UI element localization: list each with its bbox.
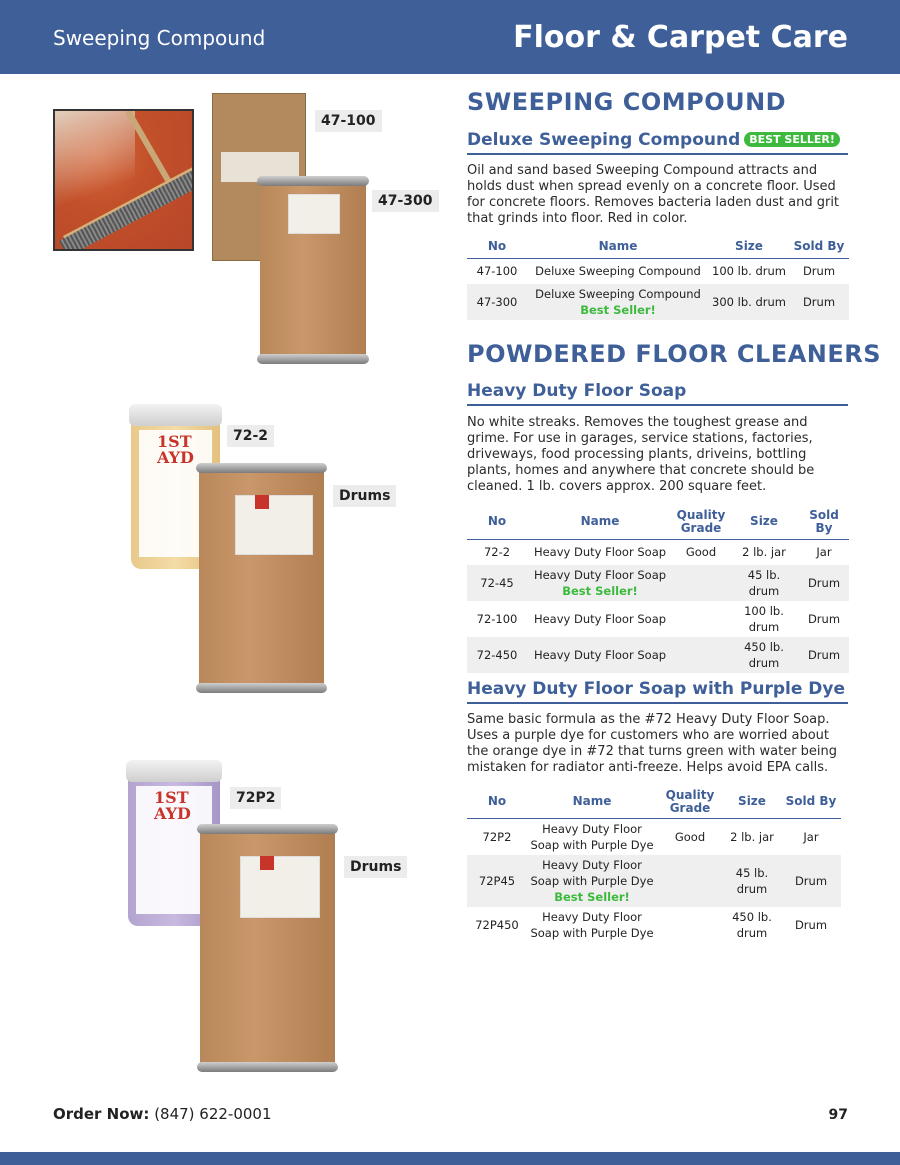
col-size: Size [735,239,763,254]
col-name: Name [580,514,620,529]
col-size: Size [738,794,766,809]
section-title: Sweeping Compound [53,26,266,50]
floor-soap-drum-image [199,467,324,689]
jar-brand-logo: 1ST AYD [154,788,191,823]
best-seller-badge: BEST SELLER! [744,132,840,147]
phone-number: (847) 622-0001 [154,1105,272,1123]
jar-brand-logo: 1ST AYD [157,432,194,467]
footer-bar [0,1152,900,1165]
sweeping-heading: SWEEPING COMPOUND [467,88,787,116]
col-size: Size [750,514,778,529]
powdered-heading: POWDERED FLOOR CLEANERS [467,340,882,368]
sweeping-description: Oil and sand based Sweeping Compound attracts and holds dust when spread evenly on a concrete floor. Used for concrete floors. Removes bacteria laden dust and grit that grinds into floor. Red in color. [467,163,840,226]
table-row: 72P2 Heavy Duty Floor Soap with Purple Dye Good 2 lb. jar Jar [482,821,819,852]
page-number: 97 [828,1107,848,1123]
page-header [0,0,900,74]
col-name: Name [572,794,612,809]
product-tag-72p2: 72P2 [230,787,281,809]
table-row: 72-100 Heavy Duty Floor Soap 100 lb. drum Drum [476,604,841,634]
col-no: No [487,794,507,809]
product-tag-47-100: 47-100 [315,110,382,132]
table-row: 72-450 Heavy Duty Floor Soap 450 lb. drum Drum [467,637,849,673]
product-tag-drums-72: Drums [333,485,396,507]
purple-soap-description: Same basic formula as the #72 Heavy Duty Floor Soap. Uses a purple dye for customers who are worried about the orange dye in #72 that turns green with water being mistaken for radiator anti-freeze. Helps avoid EPA calls. [467,712,838,775]
col-no: No [487,239,507,254]
sweeping-table [467,236,849,320]
sweeping-compound-drum-image [260,180,366,360]
best-seller-label: Best Seller! [580,303,656,317]
table-row: 72P45 Heavy Duty Floor Soap with Purple Dye Best Seller! 45 lb. drum Drum [467,855,841,907]
col-grade: Quality Grade [676,507,726,535]
col-sold-by: Sold By [793,239,845,254]
category-title: Floor & Carpet Care [513,20,848,55]
floor-soap-subheading: Heavy Duty Floor Soap [467,381,848,406]
best-seller-label: Best Seller! [554,889,630,904]
floor-soap-table [467,505,849,673]
floor-soap-description: No white streaks. Removes the toughest grease and grime. For use in garages, service stations, factories, driveways, food processing plants, driveins, bottling plants, homes and anywhere that concrete should be cleaned. 1 lb. covers approx. 200 square feet. [467,415,815,494]
deluxe-subheading: Deluxe Sweeping Compound BEST SELLER! [467,130,848,155]
table-row: 72P450 Heavy Duty Floor Soap with Purple Dye 450 lb. drum Drum [475,909,828,940]
purple-soap-drum-image [200,828,335,1068]
table-row: 72-2 Heavy Duty Floor Soap Good 2 lb. jar Jar [483,545,832,560]
table-row: 47-300 Deluxe Sweeping Compound Best Seller! 300 lb. drum Drum [467,284,849,320]
table-row: 47-100 Deluxe Sweeping Compound 100 lb. drum Drum [476,264,836,279]
product-tag-72-2: 72-2 [227,425,274,447]
purple-soap-subheading: Heavy Duty Floor Soap with Purple Dye [467,679,848,704]
col-no: No [487,514,507,529]
purple-soap-table [467,786,841,943]
col-sold-by: Sold By [809,507,839,535]
product-tag-47-300: 47-300 [372,190,439,212]
col-grade: Quality Grade [665,787,715,815]
best-seller-label: Best Seller! [562,584,638,598]
col-sold-by: Sold By [785,794,837,809]
broom-sweeping-photo [53,109,194,251]
order-now: Order Now: (847) 622-0001 [53,1105,272,1123]
col-name: Name [598,239,638,254]
product-tag-drums-72p: Drums [344,856,407,878]
table-row: 72-45 Heavy Duty Floor Soap Best Seller! 45 lb. drum Drum [467,565,849,601]
